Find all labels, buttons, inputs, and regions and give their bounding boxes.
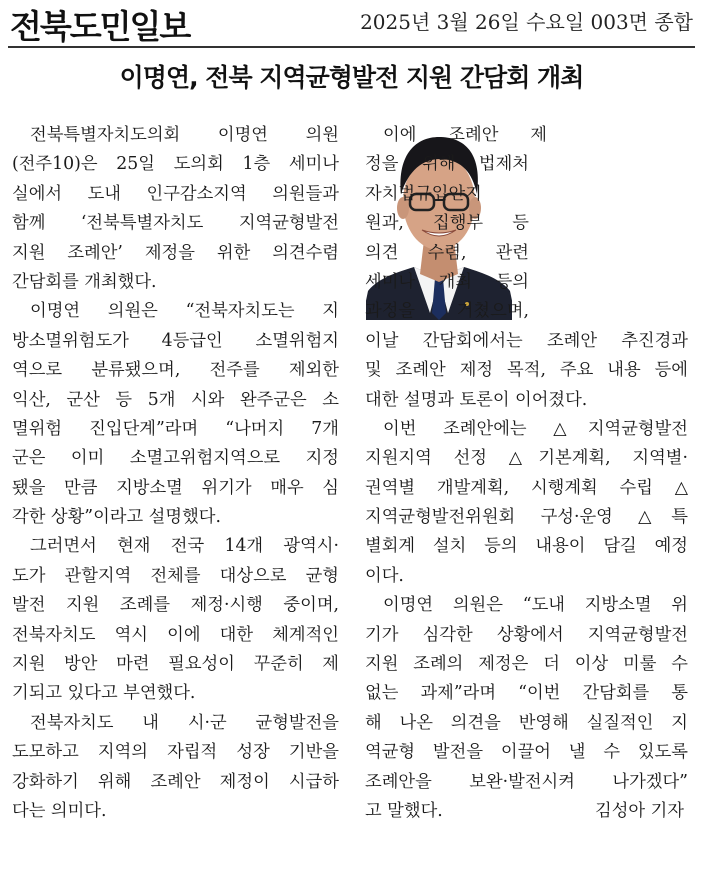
article-line: 고 말했다. 김성아 기자 bbox=[365, 797, 688, 826]
article-line: 의견 수렴, 관련 bbox=[365, 242, 529, 263]
article-line: 그러면서 현재 전국 14개 광역시· bbox=[30, 536, 339, 557]
article-line: 해 나온 의견을 반영해 실질적인 지 bbox=[365, 712, 688, 733]
article-line: 기되고 있다고 부연했다. bbox=[12, 683, 196, 704]
article-line: 각한 상황”이라고 설명했다. bbox=[12, 507, 221, 528]
article-line: 지원 조례의 제정은 더 이상 미룰 수 bbox=[365, 654, 688, 675]
dateline: 2025년 3월 26일 수요일 003면 종합 bbox=[360, 10, 693, 34]
article-line: 정을 위해 법제처 bbox=[365, 154, 529, 175]
article-line: 원과, 집행부 등 bbox=[365, 213, 529, 234]
article-line: 멸위험 진입단계”라며 “나머지 7개 bbox=[12, 418, 339, 439]
article-line: 조례안을 보완·발전시켜 나가겠다” bbox=[365, 771, 688, 792]
article-line: 없는 과제”라며 “이번 간담회를 통 bbox=[365, 683, 688, 704]
article-line: 권역별 개발계획, 시행계획 수립 △ bbox=[365, 477, 688, 498]
article-line: 이다. bbox=[365, 565, 404, 586]
article-line: 전북자치도 내 시·군 균형발전을 bbox=[30, 712, 339, 733]
article-line: 및 조례안 제정 목적, 주요 내용 등에 bbox=[365, 360, 688, 381]
article-line: 과정을 거쳤으며, bbox=[365, 301, 529, 322]
article-column-right bbox=[365, 121, 688, 826]
reporter-byline: 김성아 기자 bbox=[595, 800, 684, 821]
article-line: 전북자치도 역시 이에 대한 체계적인 bbox=[12, 624, 339, 645]
article-line: 함께 ‘전북특별자치도 지역균형발전 bbox=[12, 213, 339, 234]
article-line: (전주10)은 25일 도의회 1층 세미나 bbox=[12, 154, 339, 175]
article-line: 별회계 설치 등의 내용이 담길 예정 bbox=[365, 536, 688, 557]
article-line: 이명연 의원은 “전북자치도는 지 bbox=[30, 301, 339, 322]
article-line: 이에 조례안 제 bbox=[383, 125, 547, 145]
article-line: 지역균형발전위원회 구성·운영 △특 bbox=[365, 507, 688, 528]
article-line: 역으로 분류됐으며, 전주를 제외한 bbox=[12, 360, 339, 381]
masthead bbox=[0, 0, 703, 46]
article-line: 전북특별자치도의회 이명연 의원 bbox=[30, 125, 339, 145]
article-line: 역균형 발전을 이끌어 낼 수 있도록 bbox=[365, 742, 688, 763]
article-line: 됐을 만큼 지방소멸 위기가 매우 심 bbox=[12, 477, 339, 498]
article-line: 실에서 도내 인구감소지역 의원들과 bbox=[12, 183, 339, 204]
masthead-rule bbox=[8, 46, 695, 48]
article-line: 익산, 군산 등 5개 시와 완주군은 소 bbox=[12, 389, 339, 410]
article-line: 지원지역 선정 △기본계획, 지역별· bbox=[365, 448, 688, 469]
article-line: 다는 의미다. bbox=[12, 800, 107, 821]
article-line: 군은 이미 소멸고위험지역으로 지정 bbox=[12, 448, 339, 469]
article-line: 도가 관할지역 전체를 대상으로 균형 bbox=[12, 565, 339, 586]
article-line: 방소멸위험도가 4등급인 소멸위험지 bbox=[12, 330, 339, 351]
article-line: 이날 간담회에서는 조례안 추진경과 bbox=[365, 330, 688, 351]
article-line: 기가 심각한 상황에서 지역균형발전 bbox=[365, 624, 688, 645]
article-headline: 이명연, 전북 지역균형발전 지원 간담회 개최 bbox=[119, 63, 584, 92]
article-line: 이명연 의원은 “도내 지방소멸 위 bbox=[383, 595, 688, 616]
article-line: 지원 방안 마련 필요성이 꾸준히 제 bbox=[12, 654, 339, 675]
article-line: 지원 조례안’ 제정을 위한 의견수렴 bbox=[12, 242, 339, 263]
article-line: 도모하고 지역의 자립적 성장 기반을 bbox=[12, 742, 339, 763]
article-line: 간담회를 개최했다. bbox=[12, 271, 157, 292]
newspaper-logo: 전북도민일보 bbox=[10, 7, 190, 46]
article-column-left bbox=[12, 121, 339, 826]
article-line: 강화하기 위해 조례안 제정이 시급하 bbox=[12, 771, 339, 792]
article-line: 발전 지원 조례를 제정·시행 중이며, bbox=[12, 595, 339, 616]
article-line: 대한 설명과 토론이 이어졌다. bbox=[365, 389, 588, 410]
article-line: 자치법규입안지 bbox=[365, 183, 482, 204]
article-line: 세미나 개최 등의 bbox=[365, 271, 529, 292]
article-line: 이번 조례안에는 △지역균형발전 bbox=[383, 418, 688, 439]
